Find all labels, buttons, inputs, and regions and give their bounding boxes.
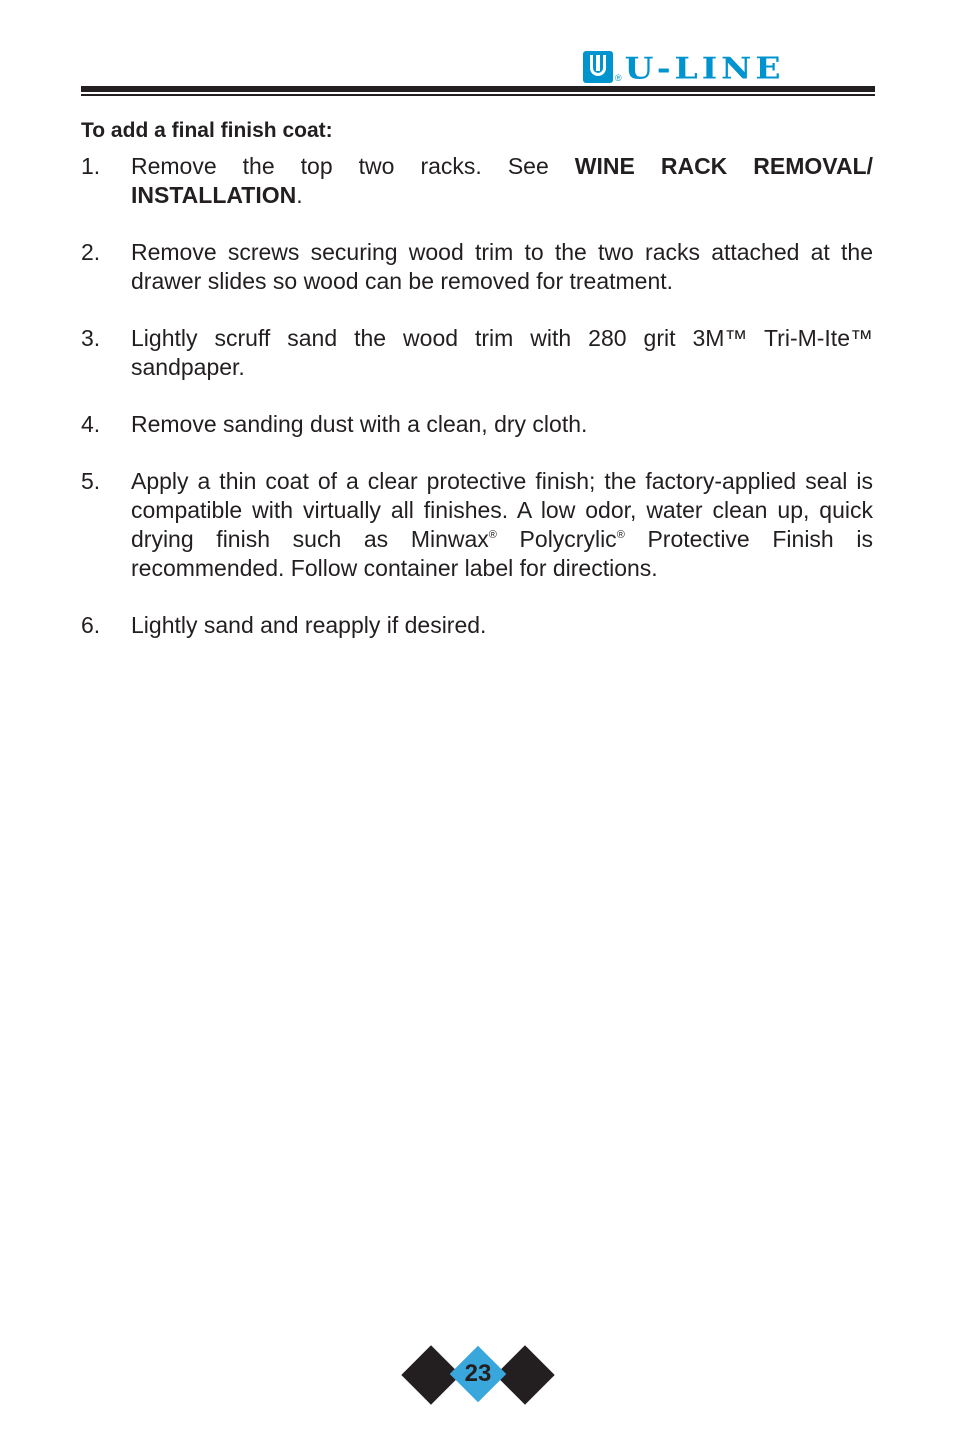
step-text: Lightly sand and reapply if desired. <box>131 612 487 638</box>
u-line-logo-icon <box>583 51 613 83</box>
registered-mark: ® <box>488 529 497 541</box>
step-5 <box>81 467 873 583</box>
step-2 <box>81 238 873 296</box>
step-4 <box>81 410 873 439</box>
page-content <box>81 116 873 668</box>
step-3 <box>81 324 873 382</box>
u-line-logo <box>583 45 785 86</box>
step-number: 5. <box>81 468 101 494</box>
step-1 <box>81 152 873 210</box>
header-rule-thick <box>81 86 875 92</box>
registered-mark: ® <box>615 73 622 83</box>
header-rule-thin <box>81 94 875 96</box>
step-text-part: Remove the top two racks. See <box>131 153 575 179</box>
step-number: 6. <box>81 612 101 638</box>
cross-reference: WINE RACK REMOVAL/ INSTALLATION <box>131 153 873 208</box>
step-text-part: . <box>296 182 303 208</box>
step-number: 2. <box>81 239 101 265</box>
registered-mark: ® <box>616 529 625 541</box>
step-text-part: Polycrylic <box>496 526 617 552</box>
step-text: Lightly scruff sand the wood trim with 280 grit 3M™ Tri-M-Ite™ sandpaper. <box>131 325 873 380</box>
step-text <box>131 467 873 583</box>
step-text: Remove screws securing wood trim to the two racks attached at the drawer slides so wood can be removed for treatment. <box>131 239 873 294</box>
step-text: Remove sanding dust with a clean, dry cloth. <box>131 411 588 437</box>
step-number: 4. <box>81 411 101 437</box>
step-text-part: Apply a thin coat of a clear protective finish; the factory-applied seal is compatible with virtually all finishes. A low odor, water clean up, quick drying finish such as Minwax <box>131 468 873 552</box>
page-number: 23 <box>464 1360 492 1387</box>
brand-name: U-LINE <box>624 49 785 86</box>
step-number: 1. <box>81 153 101 179</box>
step-text <box>131 152 873 210</box>
steps-list <box>81 152 873 640</box>
page-number-badge <box>402 1346 554 1404</box>
step-6 <box>81 611 873 640</box>
step-text-part: Protective Finish is recommended. Follow container label for directions. <box>131 526 873 581</box>
section-heading: To add a final finish coat: <box>81 119 333 142</box>
step-number: 3. <box>81 325 101 351</box>
